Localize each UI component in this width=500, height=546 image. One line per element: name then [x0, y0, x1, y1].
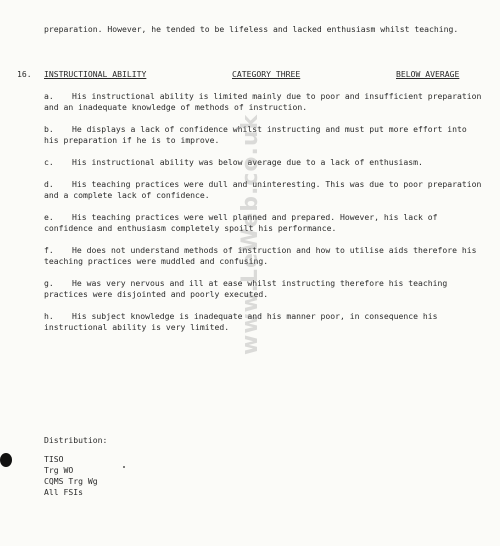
item-label: g. [44, 278, 54, 288]
item-label: d. [44, 179, 54, 189]
item-text: He was very nervous and ill at ease whilst instructing therefore his teaching practices were disjointed and poorly executed. [44, 278, 448, 299]
watermark: www.LeWeb.co.uk [238, 113, 263, 355]
distribution-recipient: CQMS Trg Wg [44, 476, 98, 486]
section-title: INSTRUCTIONAL ABILITY [44, 69, 147, 79]
item-label: e. [44, 212, 54, 222]
item-text: He does not understand methods of instruction and how to utilise aids therefore his teaching practices were muddled and confusing. [44, 245, 477, 266]
item-label: f. [44, 245, 54, 255]
section-number: 16. [17, 69, 32, 79]
item-label: a. [44, 91, 54, 101]
distribution-title: Distribution: [44, 435, 108, 445]
section-category: CATEGORY THREE [232, 69, 301, 79]
item-text: His instructional ability was below average due to a lack of enthusiasm. [72, 157, 423, 167]
item-text: His subject knowledge is inadequate and his manner poor, in consequence his instructional ability is very limited. [44, 311, 438, 332]
item-text: His teaching practices were dull and uninteresting. This was due to poor preparation and a complete lack of confidence. [44, 179, 482, 200]
section-heading [17, 69, 477, 81]
distribution-list [44, 435, 107, 498]
assessment-item-a [44, 91, 484, 113]
punch-hole [0, 453, 12, 467]
item-label: b. [44, 124, 54, 134]
distribution-recipient: Trg WO [44, 465, 74, 475]
item-text: His instructional ability is limited mainly due to poor and insufficient preparation and an inadequate knowledge of methods of instruction. [44, 91, 482, 112]
item-label: c. [44, 157, 54, 167]
item-text: His teaching practices were well planned and prepared. However, his lack of confidence and enthusiasm completely spoilt his performance. [44, 212, 438, 233]
item-label: h. [44, 311, 54, 321]
intro-paragraph: preparation. However, he tended to be lifeless and lacked enthusiasm whilst teaching. [44, 24, 459, 34]
section-rating: BELOW AVERAGE [396, 69, 460, 79]
distribution-recipient: All FSIs [44, 487, 83, 497]
speck [123, 466, 125, 468]
item-text: He displays a lack of confidence whilst instructing and must put more effort into his preparation if he is to improve. [44, 124, 467, 145]
assessment-item-b [44, 124, 484, 146]
distribution-recipient: TISO [44, 454, 64, 464]
